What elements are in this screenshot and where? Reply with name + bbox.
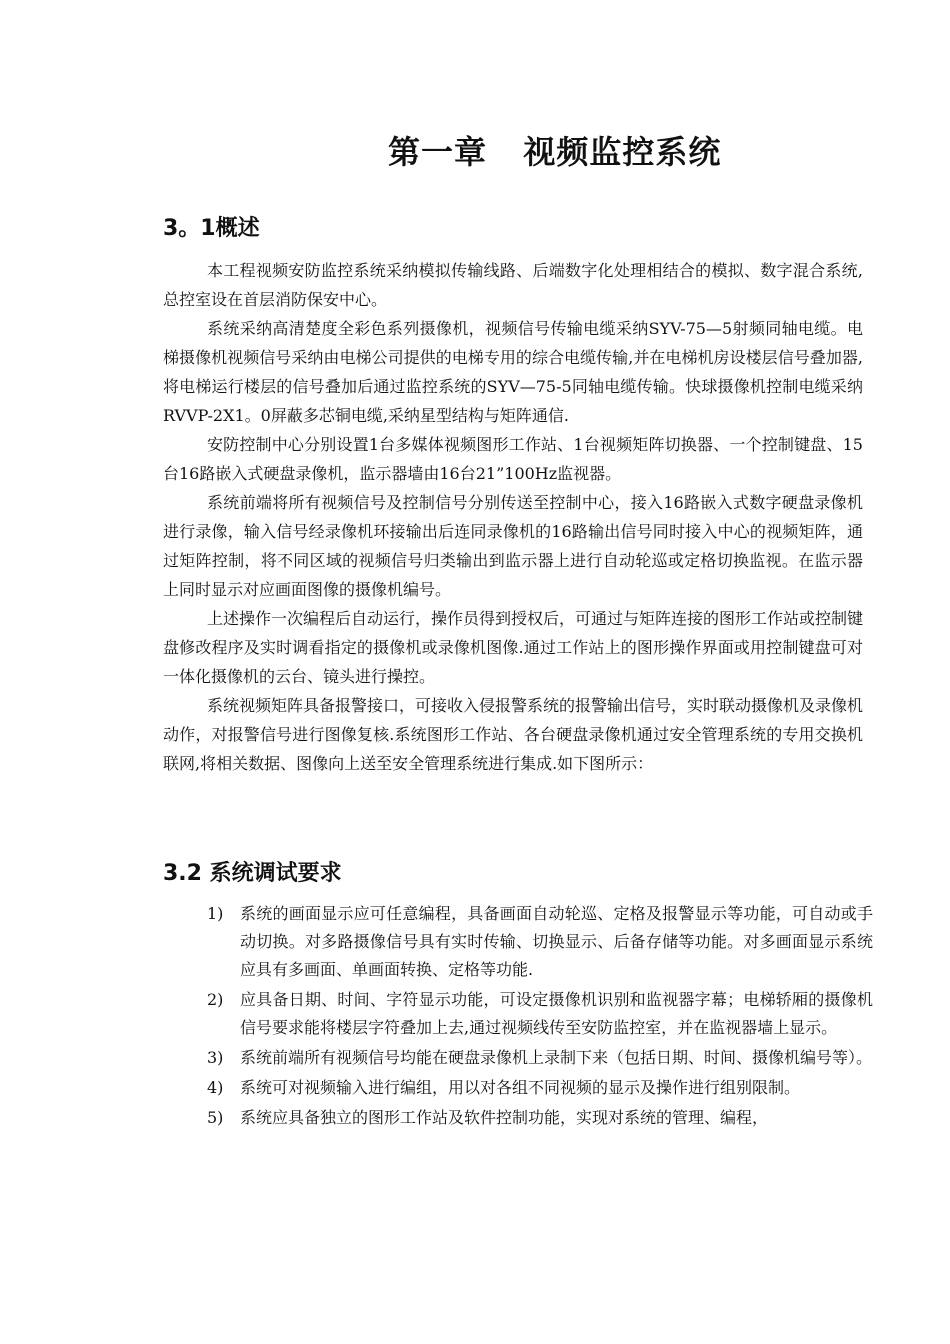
- list-item: [163, 1074, 873, 1102]
- paragraph: 系统前端将所有视频信号及控制信号分别传送至控制中心，接入16路嵌入式数字硬盘录像机进行录像，输入信号经录像机环接输出后连同录像机的16路输出信号同时接入中心的视频矩阵，通过矩阵控制，将不同区域的视频信号归类输出到监示器上进行自动轮巡或定格切换监视。在监示器上同时显示对应画面图像的摄像机编号。: [163, 493, 863, 599]
- chapter-title: 第一章 视频监控系统: [388, 133, 722, 171]
- paragraph: 系统采纳高清楚度全彩色系列摄像机，视频信号传输电缆采纳SYV-75—5射频同轴电缆。电梯摄像机视频信号采纳由电梯公司提供的电梯专用的综合电缆传输,并在电梯机房设楼层信号叠加器,将电梯运行楼层的信号叠加后通过监控系统的SYV—75-5同轴电缆传输。快球摄像机控制电缆采纳RVVP-2X1。0屏蔽多芯铜电缆,采纳星型结构与矩阵通信.: [163, 319, 863, 425]
- list-item-number: 4): [207, 1078, 224, 1097]
- paragraph: 本工程视频安防监控系统采纳模拟传输线路、后端数字化处理相结合的模拟、数字混合系统,总控室设在首层消防保安中心。: [163, 261, 863, 309]
- list-item-number: 5): [207, 1108, 224, 1127]
- section-heading-overview: 3。1概述: [163, 216, 260, 241]
- list-item-number: 2): [207, 990, 224, 1009]
- list-item: [163, 1044, 873, 1072]
- paragraph: 上述操作一次编程后自动运行，操作员得到授权后，可通过与矩阵连接的图形工作站或控制键盘修改程序及实时调看指定的摄像机或录像机图像.通过工作站上的图形操作界面或用控制键盘可对一体化摄像机的云台、镜头进行操控。: [163, 609, 864, 686]
- list-item-text: 应具备日期、时间、字符显示功能，可设定摄像机识别和监视器字幕；电梯轿厢的摄像机信号要求能将楼层字符叠加上去,通过视频线传至安防监控室，并在监视器墙上显示。: [240, 990, 873, 1037]
- list-item-text: 系统可对视频输入进行编组，用以对各组不同视频的显示及操作进行组别限制。: [240, 1078, 801, 1097]
- list-item-number: 3): [207, 1048, 224, 1067]
- paragraph: 安防控制中心分别设置1台多媒体视频图形工作站、1台视频矩阵切换器、一个控制键盘、15台16路嵌入式硬盘录像机，监示器墙由16台21”100Hz监视器。: [163, 435, 863, 483]
- list-item-number: 1): [207, 904, 224, 923]
- list-item: [163, 986, 873, 1042]
- list-item-text: 系统前端所有视频信号均能在硬盘录像机上录制下来（包括日期、时间、摄像机编号等）。: [240, 1048, 873, 1067]
- section-heading-debug-requirements: 3.2 系统调试要求: [163, 861, 342, 886]
- requirements-list: [163, 900, 873, 1134]
- overview-body: [163, 256, 863, 778]
- list-item-text: 系统的画面显示应可任意编程，具备画面自动轮巡、定格及报警显示等功能，可自动或手动切换。对多路摄像信号具有实时传输、切换显示、后备存储等功能。对多画面显示系统应具有多画面、单画面转换、定格等功能.: [240, 904, 873, 979]
- list-item: [163, 900, 873, 984]
- paragraph: 系统视频矩阵具备报警接口，可接收入侵报警系统的报警输出信号，实时联动摄像机及录像机动作，对报警信号进行图像复核.系统图形工作站、各台硬盘录像机通过安全管理系统的专用交换机联网,将相关数据、图像向上送至安全管理系统进行集成.如下图所示：: [163, 696, 864, 773]
- list-item-text: 系统应具备独立的图形工作站及软件控制功能，实现对系统的管理、编程，: [240, 1108, 769, 1127]
- list-item: [163, 1104, 873, 1132]
